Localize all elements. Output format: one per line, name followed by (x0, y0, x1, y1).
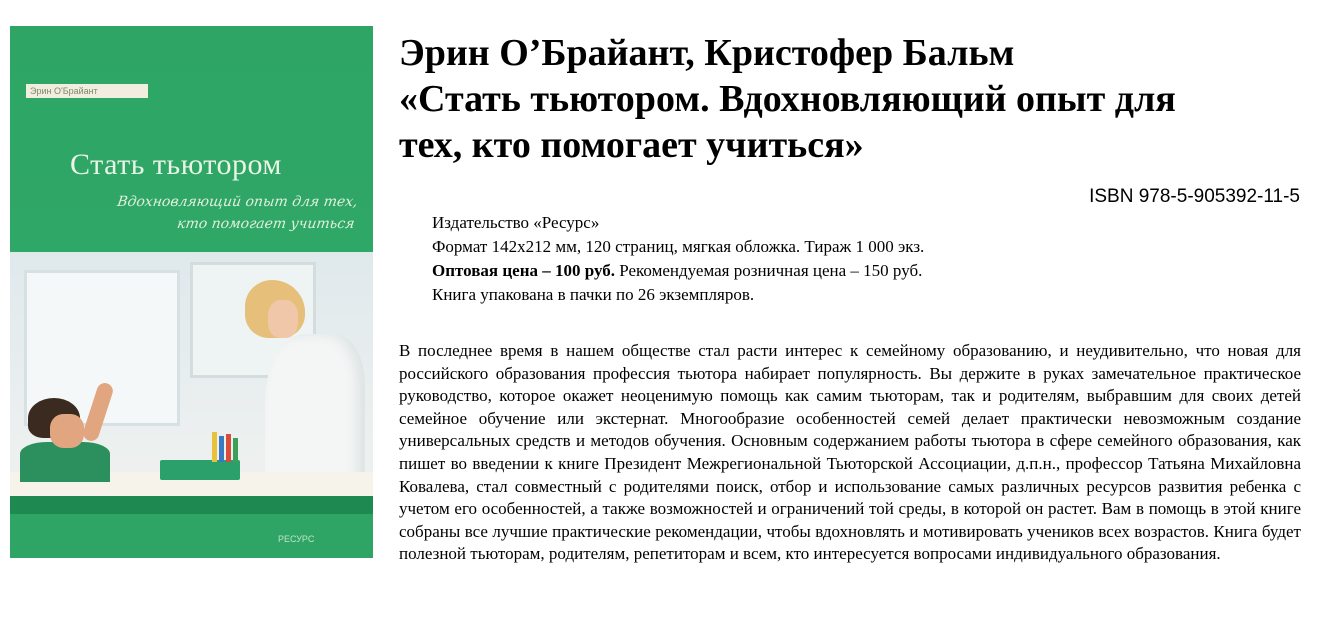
packing-line: Книга упакована в пачки по 26 экземпляров. (432, 285, 755, 304)
publisher-line: Издательство «Ресурс» (432, 213, 600, 232)
photo-student-face (50, 414, 84, 448)
book-title-line1: «Стать тьютором. Вдохновляющий опыт для (399, 78, 1176, 120)
retail-price: Рекомендуемая розничная цена – 150 руб. (619, 261, 923, 280)
cover-title: Стать тьютором (70, 148, 282, 181)
cover-author-label: Эрин О'Брайант (26, 84, 148, 98)
book-authors: Эрин О’Брайант, Кристофер Бальм (399, 32, 1015, 74)
wholesale-price: Оптовая цена – 100 руб. (432, 261, 615, 280)
book-description: В последнее время в нашем обществе стал расти интерес к семейному образованию, и неудивительно, что новая для российского образования профессия тьютора набирает популярность. Вы держите в руках замечательное практическое руководство, которое окажет неоценимую помощь как самим тьюторам, так и родителям, выбравшим для своих детей семейное обучение или экстернат. Многообразие особенностей семей делает практически невозможным создание универсальных средств и методов обучения. Основным содержанием работы тьютора в сфере семейного образования, как пишет во введении к книге Президент Межрегиональной Тьюторской Ассоциации, д.п.н., профессор Татьяна Михайловна Ковалева, стал совместный с родителями поиск, отбор и использование самых различных ресурсов развития ребенка с учетом его особенностей, а также возможностей и ограничений той среды, в которой он растет. Вам в помощь в этой книге собраны все лучшие практические рекомендации, чтобы вдохновлять и мотивировать учеников всех возрастов. Книга будет полезной тьюторам, родителям, репетиторам и всем, кто интересуется вопросами индивидуального образования. (399, 341, 1301, 564)
book-meta (432, 211, 924, 307)
photo-teacher-face (268, 300, 298, 338)
book-title-line2: тех, кто помогает учиться» (399, 124, 864, 166)
book-cover-image (10, 26, 373, 558)
cover-subtitle (73, 191, 359, 235)
cover-publisher-logo: РЕСУРС (278, 534, 315, 544)
photo-pencil-cup (210, 432, 240, 462)
book-heading (399, 30, 1299, 168)
cover-subtitle-line1: Вдохновляющий опыт для тех, (116, 194, 359, 210)
cover-bottom-band (10, 514, 373, 558)
price-line (432, 259, 924, 283)
isbn: ISBN 978-5-905392-11-5 (1089, 186, 1300, 207)
cover-subtitle-line2: кто помогает учиться (176, 216, 356, 232)
photo-student-shirt (20, 442, 110, 482)
photo-tray (160, 460, 240, 480)
format-line: Формат 142х212 мм, 120 страниц, мягкая обложка. Тираж 1 000 экз. (432, 237, 925, 256)
